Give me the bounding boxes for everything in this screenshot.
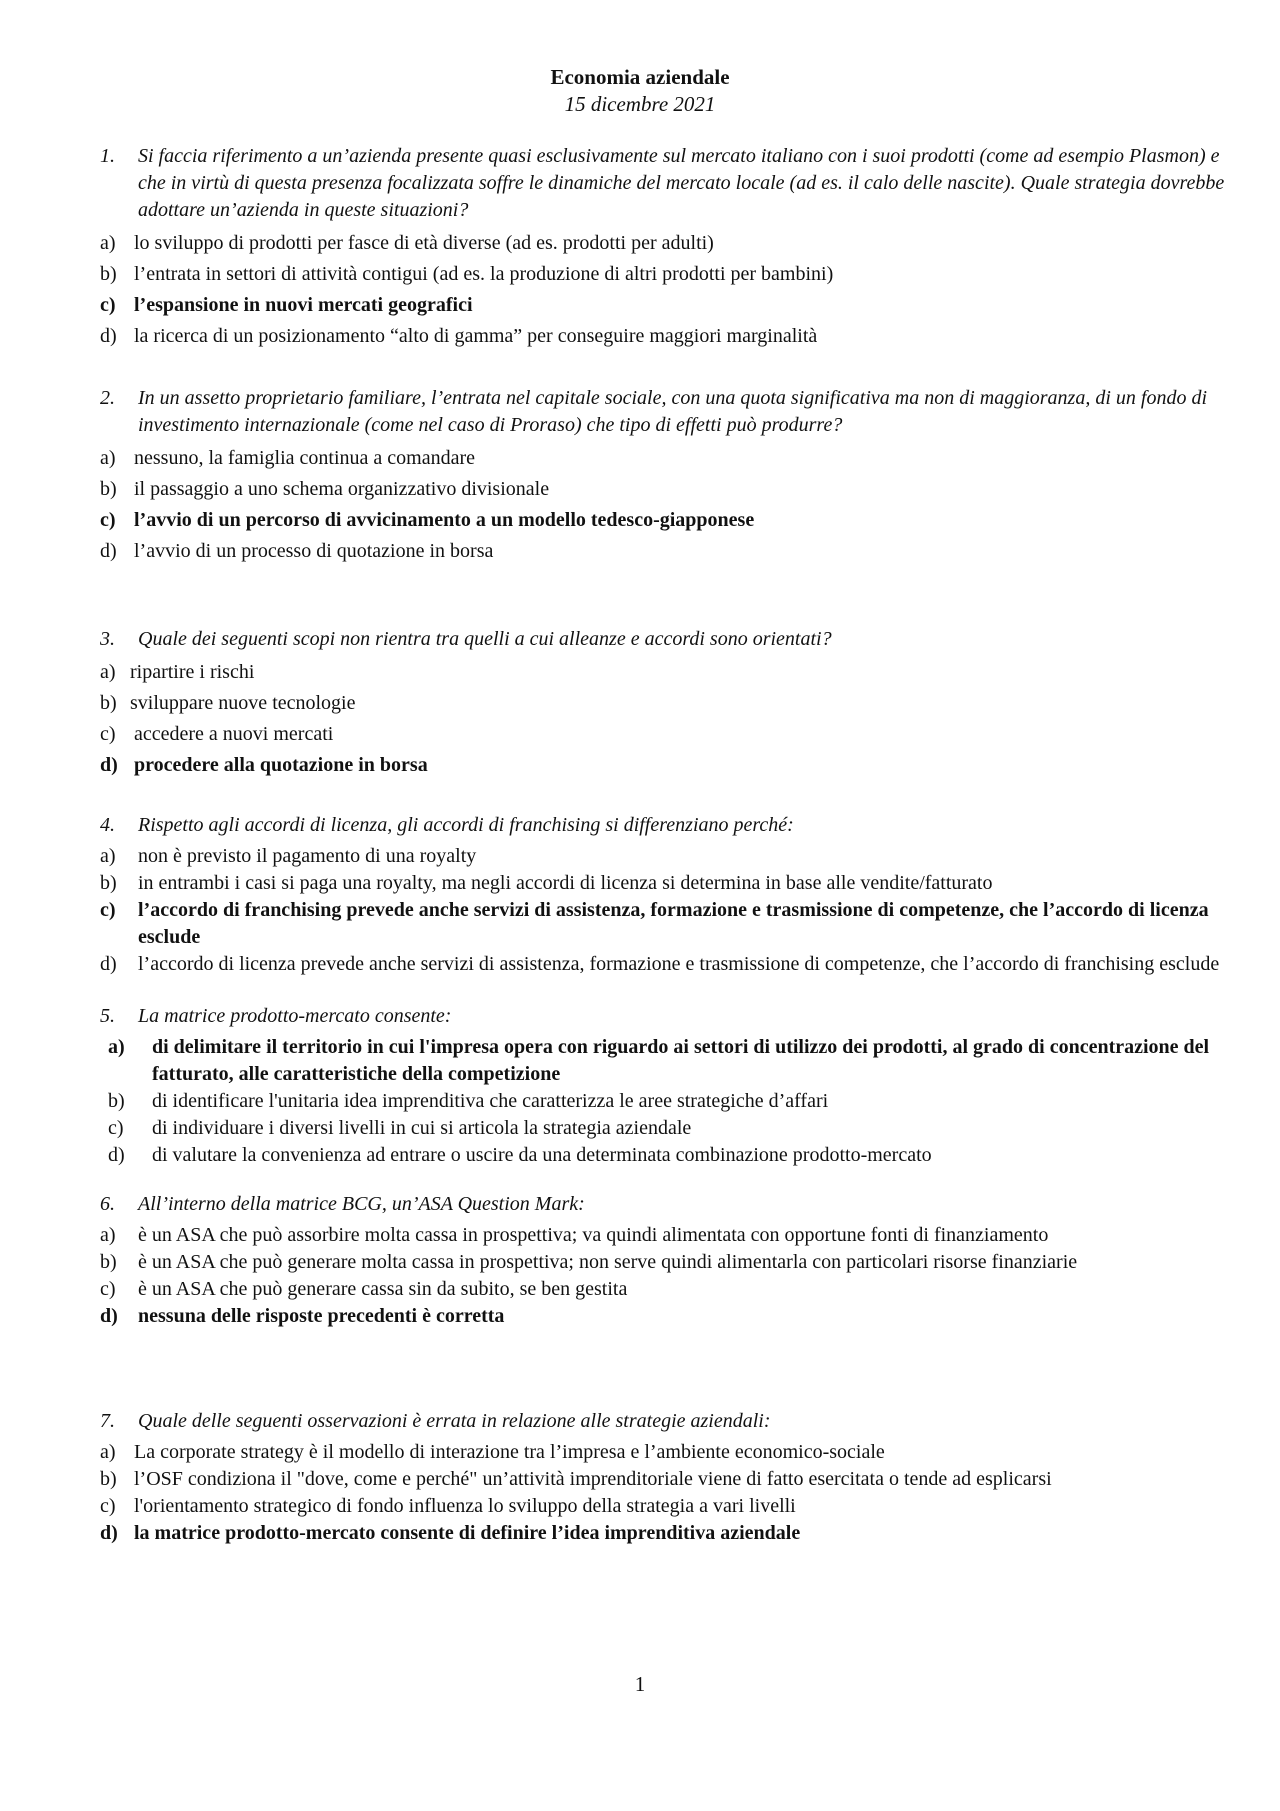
question-number: 7.	[100, 1410, 115, 1432]
option-b: b) l’OSF condiziona il "dove, come e perché" un’attività imprenditoriale viene di fatto esercitata o tende ad esplicarsi	[100, 1468, 1052, 1490]
option-c-correct: c) l’espansione in nuovi mercati geografici	[100, 294, 473, 316]
question-1	[100, 143, 1225, 352]
option-d-correct: d) la matrice prodotto-mercato consente di definire l’idea imprenditiva aziendale	[100, 1522, 801, 1544]
question-3	[100, 626, 1225, 781]
option-c: c) di individuare i diversi livelli in cui si articola la strategia aziendale	[108, 1117, 692, 1139]
question-text: 4. Rispetto agli accordi di licenza, gli accordi di franchising si differenziano perché:	[100, 812, 1225, 839]
question-2	[100, 385, 1225, 567]
option-a: a) ripartire i rischi	[100, 661, 255, 683]
document-title: Economia aziendale	[550, 65, 730, 89]
question-number: 4.	[100, 814, 115, 836]
page-number: 1	[634, 1672, 646, 1696]
option-c-correct: c) l’accordo di franchising prevede anche servizi di assistenza, formazione e trasmissione di competenze, che l’accordo di licenza esclude	[100, 899, 1209, 948]
option-b: b) sviluppare nuove tecnologie	[100, 692, 356, 714]
option-b: b) il passaggio a uno schema organizzativo divisionale	[100, 478, 550, 500]
question-text: 3. Quale dei seguenti scopi non rientra tra quelli a cui alleanze e accordi sono orientati?	[100, 626, 1225, 653]
document-date: 15 dicembre 2021	[564, 92, 716, 116]
question-5	[100, 1003, 1225, 1169]
option-c: c) accedere a nuovi mercati	[100, 723, 334, 745]
question-4	[100, 812, 1225, 978]
option-b: b) l’entrata in settori di attività contigui (ad es. la produzione di altri prodotti per bambini)	[100, 263, 834, 285]
option-d-correct: d) procedere alla quotazione in borsa	[100, 754, 428, 776]
question-number: 3.	[100, 628, 115, 650]
question-text: 1. Si faccia riferimento a un’azienda presente quasi esclusivamente sul mercato italiano con i suoi prodotti (come ad esempio Plasmon) e che in virtù di questa presenza focalizzata soffre le dinamiche del mercato locale (ad es. il calo delle nascite). Quale strategia dovrebbe adottare un’azienda in queste situazioni?	[100, 145, 1225, 221]
option-a: a) lo sviluppo di prodotti per fasce di età diverse (ad es. prodotti per adulti)	[100, 232, 714, 254]
option-d: d) l’avvio di un processo di quotazione in borsa	[100, 540, 494, 562]
option-a: a) è un ASA che può assorbire molta cassa in prospettiva; va quindi alimentata con opportune fonti di finanziamento	[100, 1224, 1049, 1246]
option-d: d) l’accordo di licenza prevede anche servizi di assistenza, formazione e trasmissione di competenze, che l’accordo di franchising esclude	[100, 953, 1220, 975]
option-a-correct: a) di delimitare il territorio in cui l'impresa opera con riguardo ai settori di utilizzo dei prodotti, al grado di concentrazione del fatturato, alle caratteristiche della competizione	[108, 1036, 1210, 1085]
option-b: b) è un ASA che può generare molta cassa in prospettiva; non serve quindi alimentarla con particolari risorse finanziarie	[100, 1251, 1078, 1273]
question-text: 5. La matrice prodotto-mercato consente:	[100, 1003, 1225, 1030]
option-c: c) è un ASA che può generare cassa sin da subito, se ben gestita	[100, 1278, 628, 1300]
option-a: a) nessuno, la famiglia continua a comandare	[100, 447, 475, 469]
option-d-correct: d) nessuna delle risposte precedenti è corretta	[100, 1305, 505, 1327]
option-c-correct: c) l’avvio di un percorso di avvicinamento a un modello tedesco-giapponese	[100, 509, 755, 531]
question-7	[100, 1408, 1225, 1547]
question-text: 2. In un assetto proprietario familiare, l’entrata nel capitale sociale, con una quota significativa ma non di maggioranza, di un fondo di investimento internazionale (come nel caso di Proraso) che tipo di effetti può produrre?	[100, 387, 1208, 436]
option-a: a) non è previsto il pagamento di una royalty	[100, 845, 477, 867]
question-number: 5.	[100, 1005, 115, 1027]
option-b: b) in entrambi i casi si paga una royalty, ma negli accordi di licenza si determina in base alle vendite/fatturato	[100, 872, 993, 894]
question-text: 6. All’interno della matrice BCG, un’ASA Question Mark:	[100, 1191, 1225, 1218]
option-d: d) di valutare la convenienza ad entrare o uscire da una determinata combinazione prodotto-mercato	[108, 1144, 932, 1166]
option-c: c) l'orientamento strategico di fondo influenza lo sviluppo della strategia a vari livelli	[100, 1495, 796, 1517]
question-text: 7. Quale delle seguenti osservazioni è errata in relazione alle strategie aziendali:	[100, 1408, 1225, 1435]
option-a: a) La corporate strategy è il modello di interazione tra l’impresa e l’ambiente economico-sociale	[100, 1441, 885, 1463]
option-d: d) la ricerca di un posizionamento “alto di gamma” per conseguire maggiori marginalità	[100, 325, 818, 347]
question-number: 6.	[100, 1193, 115, 1215]
question-number: 1.	[100, 145, 115, 167]
option-b: b) di identificare l'unitaria idea imprenditiva che caratterizza le aree strategiche d’affari	[108, 1090, 829, 1112]
question-number: 2.	[100, 387, 115, 409]
question-6	[100, 1191, 1225, 1330]
